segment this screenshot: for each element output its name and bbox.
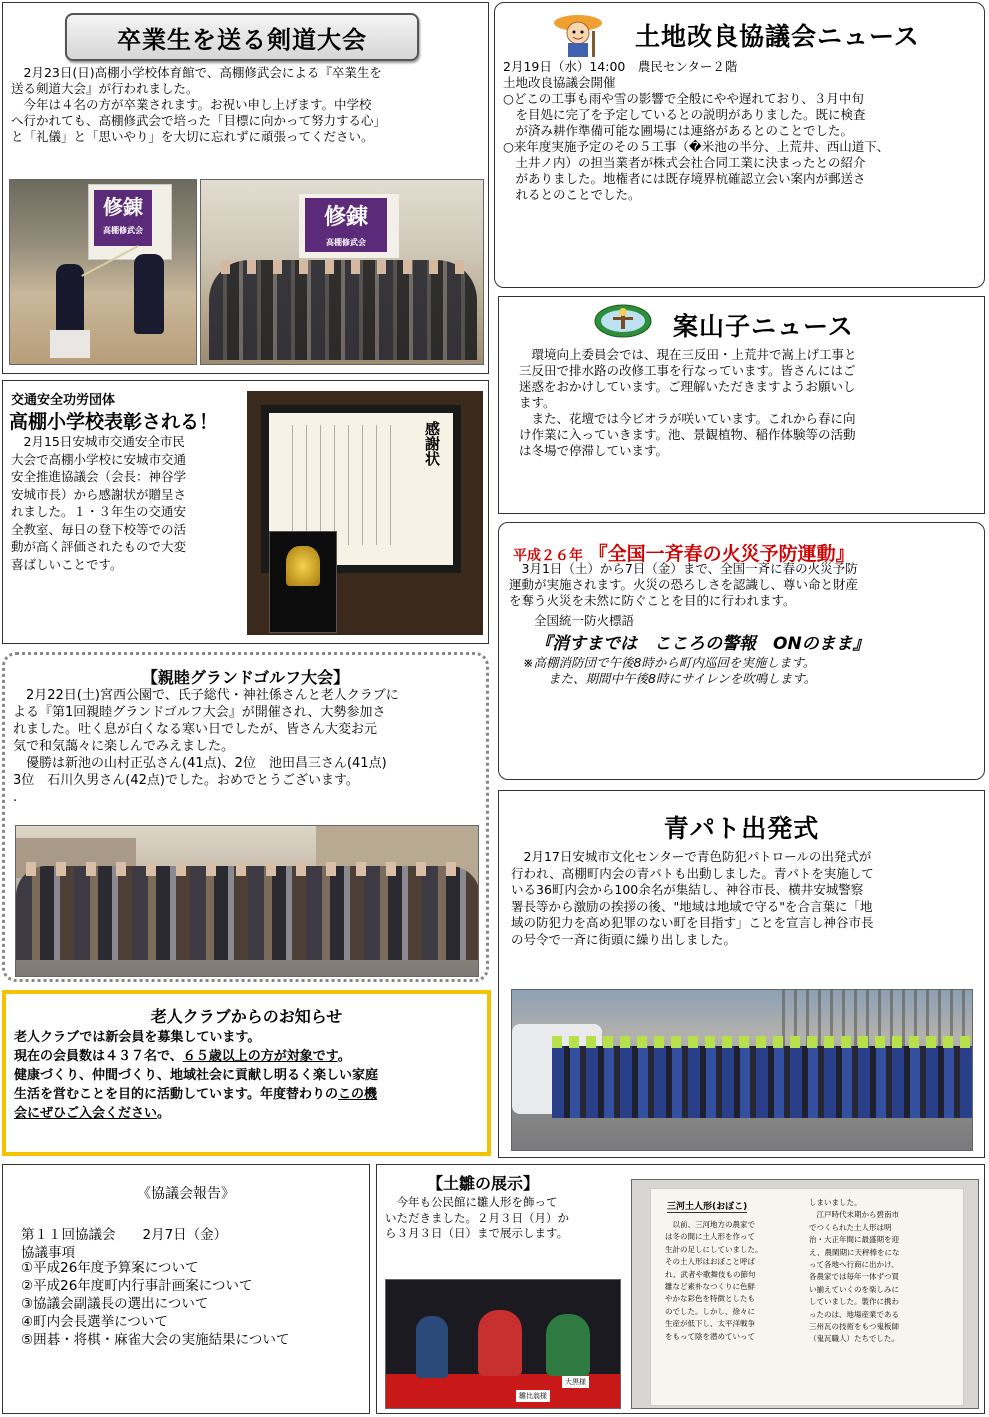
club-line2 [14, 1047, 488, 1066]
scarecrow-section [498, 296, 985, 514]
club-line5a: 会にぜひご入会ください [14, 1106, 158, 1121]
doll-sign-right: しまいました。 江戸時代末期から碧南市 でつくられた土人形は明 治・大正年間に最盛期を迎 え、農閑期に天秤棒をにな って各地へ行商に出かけ、 各農家では毎年一体ずつ買 い揃えていくのを楽しみに していました。製作に携わ ったのは、地場産業である 三州瓦の技術をもつ鬼板師 （鬼瓦職人）たちでした。 [809, 1198, 900, 1344]
club-line1: 老人クラブでは新会員を募集しています。 [14, 1030, 261, 1045]
kendo-body: 2月23日(日)高棚小学校体育館で、高棚修武会による『卒業生を 送る剣道大会』が行われました。 今年は４名の方が卒業されます。お祝い申し上げます。中学校 へ行かれても、高棚修武会で培った「目標に向かって努力する心」 と「礼儀」と「思いやり」を大切に忘れずに頑張ってください。 [11, 65, 387, 144]
council-item: ③協議会副議長の選出について [21, 1296, 209, 1312]
council-items [21, 1259, 289, 1349]
golf-section [2, 652, 489, 982]
certificate-title: 感謝状 [423, 421, 441, 466]
club-line3: 健康づくり、仲間づくり、地域社会に貢献し明るく楽しい家庭 [14, 1068, 379, 1083]
fire-year: 平成２６年 [513, 548, 583, 564]
council-items-label: 協議事項 [21, 1245, 75, 1261]
safety-title: 高棚小学校表彰される！ [9, 411, 219, 433]
club-line2c: 。 [337, 1049, 351, 1064]
club-line4a: 生活を営むことを目的に活動しています。年度替わりの [14, 1087, 338, 1102]
farmer-icon [550, 11, 606, 59]
land-section [494, 2, 985, 288]
council-section [2, 1164, 370, 1414]
doll-figure [416, 1316, 448, 1378]
dolls-section [376, 1164, 985, 1414]
scarecrow-body: 環境向上委員会では、現在三反田・上荒井で嵩上げ工事と 三反田で排水路の改修工事を行なっています。皆さんにはご 迷惑をおかけしています。ご理解いただきますようお願いし ます。 また、花壇では今ビオラが咲いています。これから春に向 け作業に入っていきます。池、景観植物、稲作体験等の活動 は冬場で停滞しています。 [519, 347, 857, 458]
certificate-photo [247, 391, 483, 635]
club-title: 老人クラブからのお知らせ [150, 1007, 343, 1026]
doll-figure [546, 1314, 590, 1376]
doll-sign-title: 三河土人形(おぼこ) [667, 1199, 747, 1213]
club-line4 [14, 1085, 488, 1104]
group-banner-text: 修錬 [323, 204, 368, 230]
doll-sign-photo [631, 1179, 979, 1409]
scarecrow-icon [593, 303, 653, 339]
club-line2b: ６５歳以上の方が対象です [182, 1049, 338, 1064]
kendo-title-box [65, 13, 419, 61]
club-line5b: 。 [157, 1106, 171, 1121]
club-line4b: この機 [337, 1087, 377, 1102]
doll-card-1: 雛比翁様 [516, 1390, 550, 1402]
patrol-body: 2月17日安城市文化センターで青色防犯パトロールの出発式が 行われ、高棚町内会の青パトも出動しました。青パトを実施して いる36町内会から100余名が集結し、神谷市長、横井安城警察 署長等から激励の挨拶の後、"地域は地域で守る"を合言葉に「地 域の防犯力を高め犯罪のない町を目指す」ことを宣言し神谷市長 の号令で一斉に街頭に繰り出しました。 [511, 849, 874, 947]
golf-crowd [16, 866, 479, 960]
council-meeting: 第１１回協議会 2月7日（金） [21, 1227, 228, 1243]
doll-card-2: 大黒様 [562, 1376, 589, 1388]
council-item: ④町内会長選挙について [21, 1314, 168, 1330]
kendo-match-photo [9, 179, 197, 365]
fire-body: 3月1日（土）から7日（金）まで、全国一斉に春の火災予防 運動が実施されます。火災の恐ろしさを認識し、尊い命と財産 を奪う火災を未然に防ぐことを目的に行われます。 [509, 561, 859, 608]
council-item: ①平成26年度予算案について [21, 1260, 199, 1276]
kendoka-figure-left [56, 264, 84, 336]
golf-photo [15, 825, 479, 977]
people-group [209, 260, 477, 360]
golf-title: 【親睦グランドゴルフ大会】 [141, 668, 350, 687]
dolls-body: 今年も公民館に雛人形を飾って いただきました。２月３日（月）か ら３月３日（日）まで展示します。 [385, 1195, 569, 1240]
land-title: 土地改良協議会ニュース [635, 22, 920, 51]
club-line5 [14, 1104, 488, 1123]
fire-note: ※高棚消防団で午後8時から町内巡回を実施します。 また、期間中午後8時にサイレンを吹鳴します。 [523, 655, 817, 686]
group-banner-sub: 高棚修武会 [326, 237, 366, 247]
club-section [2, 990, 491, 1156]
kendo-banner-sub: 高棚修武会 [103, 225, 143, 235]
council-title: 《協議会報告》 [137, 1186, 235, 1202]
kendo-banner-text: 修錬 [103, 195, 143, 219]
safety-section [2, 380, 489, 644]
golf-body: 2月22日(土)宮西公園で、氏子総代・神社係さんと老人クラブに よる『第1回親睦グランドゴルフ大会』が開催され、大勢参加さ れました。吐く息が白くなる寒い日でしたが、皆さん大変お元 気で和気藹々に楽しんでみえました。 優勝は新池の山村正弘さん(41点)、2位 池田昌三さん(41点) 3位 石川久男さん(42点)でした。おめでとうございます。 . [13, 688, 399, 805]
scarecrow-title: 案山子ニュース [673, 312, 854, 341]
kendoka-figure-right [134, 254, 164, 334]
kendo-title: 卒業生を送る剣道大会 [117, 25, 367, 54]
club-line2a: 現在の会員数は４３７名で、 [14, 1049, 183, 1064]
kendo-group-photo [200, 179, 484, 365]
club-text [14, 1028, 488, 1123]
council-item: ②平成26年度町内行事計画案について [21, 1278, 253, 1294]
kendo-section [2, 2, 489, 374]
doll-sign-left: 以前、三河地方の農家で は冬の間に土人形を作って 生計の足しにしていました。 その土人形はおぼこと呼ば れ、武者や歌舞伎もの節句 雛など素朴なつくりに色鮮 やかな彩色を特徴としたも のでした。しかし、徐々に 生産が低下し、太平洋戦争 をもって陰を潜めていって [665, 1220, 763, 1341]
patrol-section [498, 790, 985, 1158]
patrol-photo [511, 989, 973, 1151]
patrol-title: 青パト出発式 [663, 814, 820, 843]
safety-kicker: 交通安全功労団体 [11, 393, 116, 408]
doll-figure [478, 1310, 522, 1376]
fire-title: 『全国一斉春の火災予防運動』 [588, 543, 855, 565]
dolls-title: 【土雛の展示】 [427, 1174, 540, 1193]
fire-slogan-label: 全国統一防火標語 [509, 613, 635, 628]
dolls-photo [385, 1279, 621, 1409]
council-item: ⑤囲碁・将棋・麻雀大会の実施結果について [21, 1332, 290, 1348]
fire-slogan: 『消すまでは こころの警報 ONのまま』 [535, 634, 870, 654]
trophy [269, 531, 337, 633]
safety-body: 2月15日安城市交通安全市民 大会で高棚小学校に安城市交通 安全推進協議会（会長：神谷学 安城市長）から感謝状が贈呈さ れました。１・３年生の交通安 全教室、毎日の登下校等での活 動が高く評価されたもので大変 喜ばしいことです。 [11, 434, 187, 572]
patrol-crowd [552, 1046, 972, 1118]
fire-section [498, 522, 985, 780]
land-body: 2月19日（水）14:00 農民センター２階 土地改良協議会開催 ○どこの工事も雨や雪の影響で全般にやや遅れており、３月中旬 を目処に完了を予定しているとの説明がありました。既に検査 が済み耕作準備可能な圃場には連絡があるとのことでした。 ○来年度実施予定のその５工事（�米池の半分、上荒井、西山道下、 土井ノ内）の担当業者が株式会社合同工業に決まったとの紹介 がありました。地権者には既存境界杭確認立会い案内が郵送さ れるとのことでした。 [503, 59, 890, 202]
